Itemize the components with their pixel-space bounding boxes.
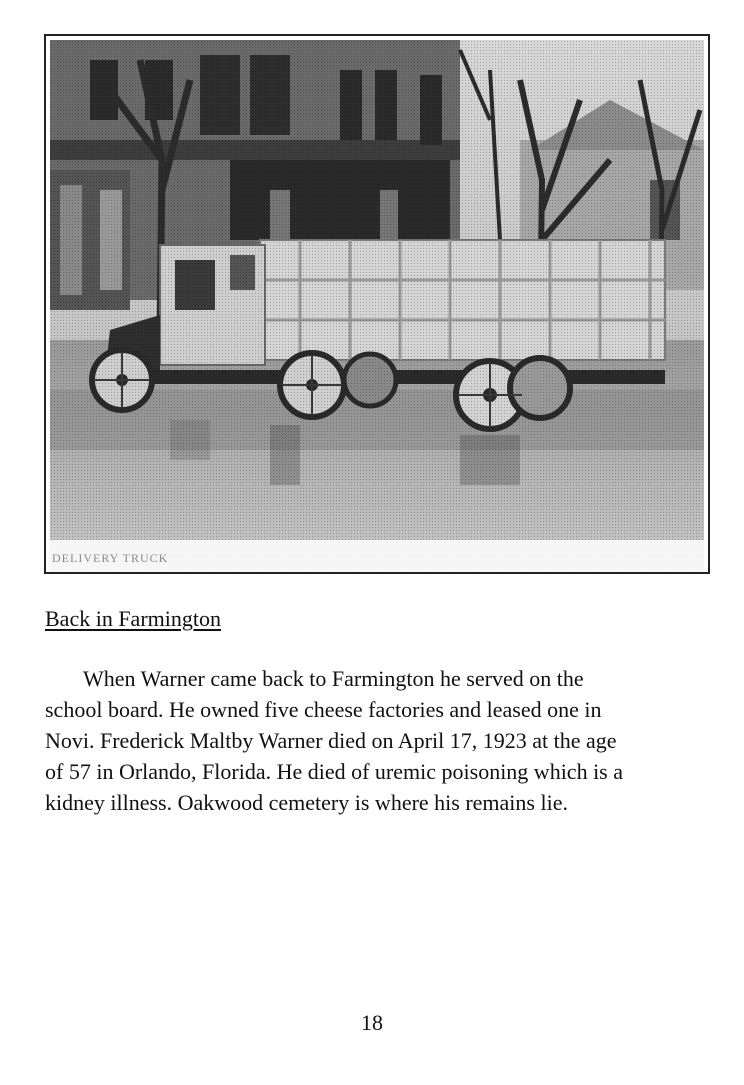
- photo-figure: [44, 34, 710, 574]
- paragraph-line: Novi. Frederick Maltby Warner died on April 17, 1923 at the age: [45, 728, 617, 753]
- photo-caption: DELIVERY TRUCK: [52, 551, 169, 565]
- delivery-truck-photo: [50, 40, 704, 572]
- section-heading: Back in Farmington: [45, 606, 221, 631]
- paragraph-line: When Warner came back to Farmington he served on the: [83, 666, 584, 691]
- body-paragraph: [45, 663, 707, 818]
- paragraph-line: of 57 in Orlando, Florida. He died of uremic poisoning which is a: [45, 759, 624, 784]
- paragraph-line: school board. He owned five cheese factories and leased one in: [45, 697, 602, 722]
- paragraph-line: kidney illness. Oakwood cemetery is where his remains lie.: [45, 790, 568, 815]
- page-number: 18: [361, 1010, 383, 1035]
